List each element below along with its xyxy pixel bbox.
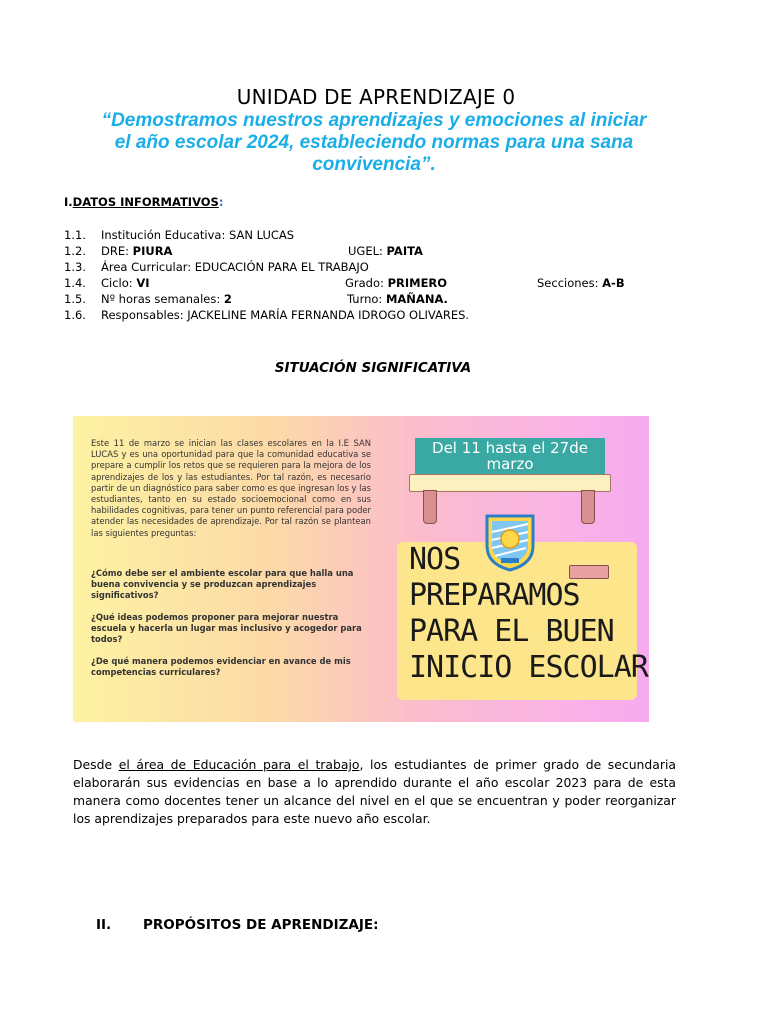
school-emblem-icon [483,512,537,572]
area-link: el área de Educación para el trabajo [118,757,360,772]
situation-banner-image [73,416,649,722]
section-2-title: PROPÓSITOS DE APRENDIZAJE: [143,917,379,933]
subtitle-line: el año escolar 2024, estableciendo normas para una sana [114,132,634,153]
row-text: Nº horas semanales: 2 [101,292,232,306]
situacion-title: SITUACIÓN SIGNIFICATIVA [274,360,472,376]
section-colon: : [218,195,224,209]
date-label: Del 11 hasta el 27de marzo [415,438,605,476]
row-text: Responsables: JACKELINE MARÍA FERNANDA IDROGO OLIVARES. [101,308,470,322]
row-text-col2: Grado: PRIMERO [345,276,448,290]
situation-paragraph: Desde el área de Educación para el trabajo, los estudiantes de primer grado de secundaria elaborarán sus evidencias en base a lo aprendido durante el año escolar 2023 para de esta manera como docentes tener un alcance del nivel en el que se encuentran y poder reorganizar los aprendizajes preparados para este nuevo año escolar. [73,757,676,826]
shelf-bracket [423,490,437,524]
poster-line: INICIO ESCOLAR [409,650,648,685]
row-number: 1.5. [64,292,86,306]
shelf-bracket [581,490,595,524]
datos-row [64,227,704,243]
datos-row [64,259,704,275]
poster-line: PREPARAMOS [409,578,580,613]
row-number: 1.6. [64,308,86,322]
row-text-col2: UGEL: PAITA [348,244,423,258]
subtitle-line: convivencia”. [312,154,436,175]
section-datos-heading [64,195,223,209]
unit-title: UNIDAD DE APRENDIZAJE 0 [236,85,516,109]
row-number: 1.1. [64,228,86,242]
section-number: I. [64,195,73,209]
row-text-col3: Secciones: A-B [537,276,625,290]
banner-question: ¿Cómo debe ser el ambiente escolar para que halla una buena convivencia y se produzcan aprendizajes significativos? [91,568,354,601]
datos-row [64,307,704,323]
row-text: Institución Educativa: SAN LUCAS [101,228,295,242]
row-text: DRE: PIURA [101,244,173,258]
row-number: 1.2. [64,244,86,258]
datos-row [64,243,704,259]
row-text-col2: Turno: MAÑANA. [347,292,448,306]
datos-row [64,291,704,307]
banner-intro-text: Este 11 de marzo se inician las clases escolares en la I.E SAN LUCAS y es una oportunidad para que la comunidad educativa se prepare a cumplir los retos que se requieren para la mejora de los aprendizajes de los y las estudiantes. Por tal razón, es necesario partir de un diagnóstico para saber como es que ingresan los y las estudiantes, tanto en su estado socioemocional como en sus habilidades cognitivas, para tener un punto referencial para poder atender las necesidades de aprendizaje. Por tal razón se plantean las siguientes preguntas: [91,438,371,538]
banner-question: ¿Qué ideas podemos proponer para mejorar nuestra escuela y hacerla un lugar mas inclusivo y acogedor para todos? [91,612,362,645]
section-title: DATOS INFORMATIVOS [72,195,219,209]
unit-subtitle [74,110,674,176]
datos-list [64,227,704,323]
section-2-number: II. [96,917,112,933]
row-text: Ciclo: VI [101,276,150,290]
row-number: 1.4. [64,276,86,290]
poster-line: NOS [409,542,461,577]
banner-question: ¿De qué manera podemos evidenciar en avance de mis competencias curriculares? [91,656,351,678]
subtitle-line: “Demostramos nuestros aprendizajes y emociones al iniciar [101,110,647,131]
row-number: 1.3. [64,260,86,274]
poster-line: PARA EL BUEN [409,614,614,649]
datos-row [64,275,704,291]
row-text: Área Curricular: EDUCACIÓN PARA EL TRABAJO [101,260,369,274]
